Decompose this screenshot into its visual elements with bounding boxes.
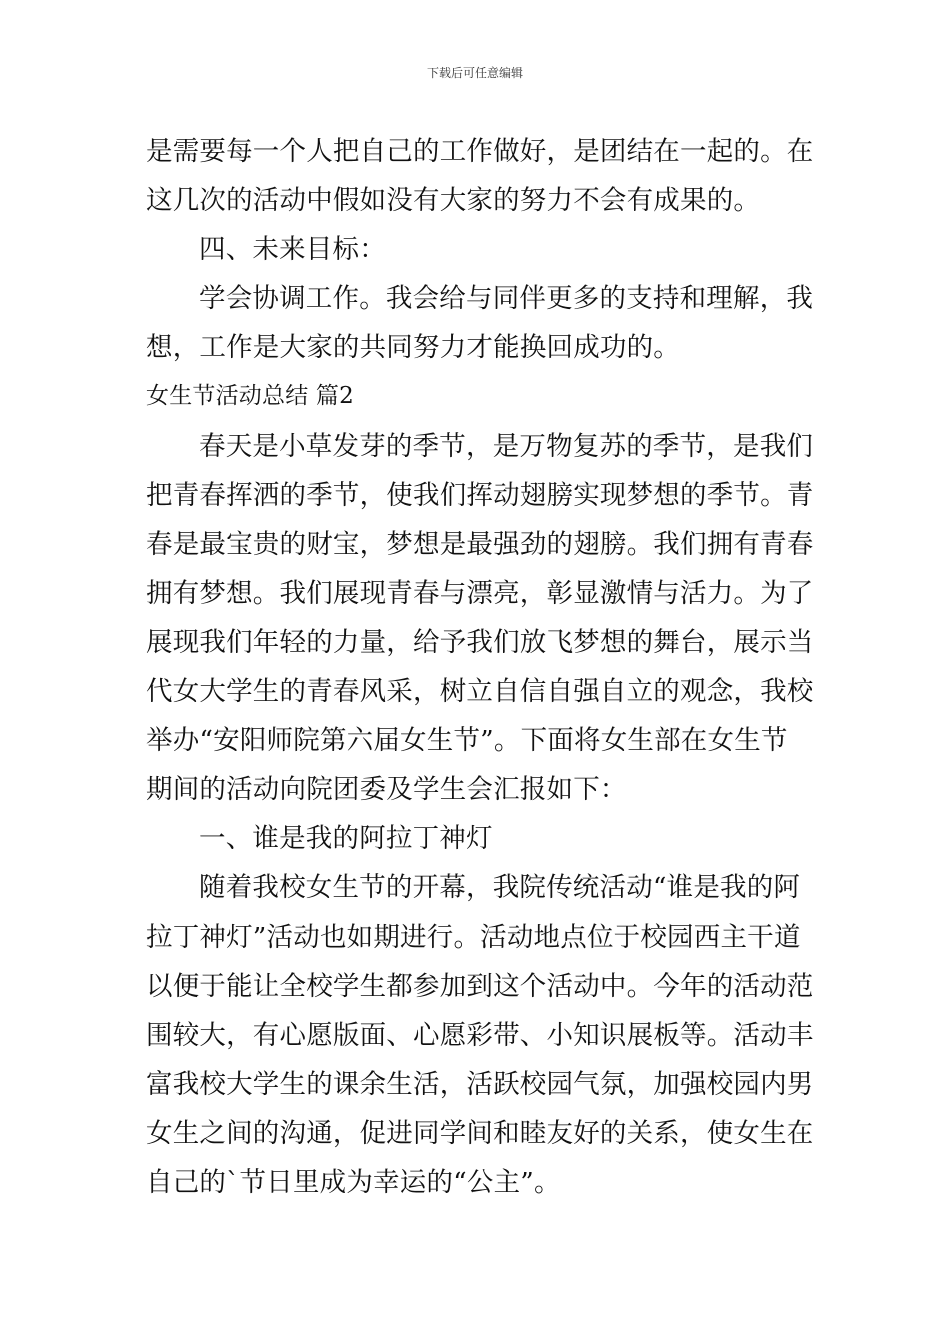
- section-heading: 四、未来目标：: [199, 234, 386, 266]
- paragraph-line: 富我校大学生的课余生活，活跃校园气氛，加强校园内男: [146, 1068, 814, 1100]
- paragraph-line: 女生之间的沟通，促进同学间和睦友好的关系，使女生在: [146, 1117, 814, 1149]
- paragraph-line: 展现我们年轻的力量，给予我们放飞梦想的舞台，展示当: [146, 626, 814, 658]
- paragraph-line: 想，工作是大家的共同努力才能换回成功的。: [146, 332, 680, 364]
- paragraph-line: 以便于能让全校学生都参加到这个活动中。今年的活动范: [146, 970, 814, 1002]
- paragraph-line: 这几次的活动中假如没有大家的努力不会有成果的。: [146, 185, 761, 217]
- paragraph-line: 拥有梦想。我们展现青春与漂亮，彰显激情与活力。为了: [146, 577, 814, 609]
- paragraph-line: 举办“安阳师院第六届女生节”。下面将女生部在女生节: [146, 725, 788, 757]
- paragraph-line: 春是最宝贵的财宝，梦想是最强劲的翅膀。我们拥有青春: [146, 528, 814, 560]
- paragraph-line: 期间的活动向院团委及学生会汇报如下：: [146, 774, 627, 806]
- paragraph-line: 随着我校女生节的开幕，我院传统活动“谁是我的阿: [199, 872, 801, 904]
- paragraph-line: 自己的`节日里成为幸运的“公主”。: [146, 1166, 561, 1198]
- document-body: [146, 127, 814, 1207]
- paragraph-line: 把青春挥洒的季节，使我们挥动翅膀实现梦想的季节。青: [146, 479, 814, 511]
- paragraph-line: 围较大，有心愿版面、心愿彩带、小知识展板等。活动丰: [146, 1019, 814, 1051]
- section-heading: 一、谁是我的阿拉丁神灯: [199, 823, 493, 855]
- paragraph-line: 春天是小草发芽的季节，是万物复苏的季节，是我们: [199, 430, 814, 462]
- paragraph-line: 是需要每一个人把自己的工作做好，是团结在一起的。在: [146, 136, 814, 167]
- page-header: 下载后可任意编辑: [426, 66, 523, 80]
- paragraph-line: 拉丁神灯”活动也如期进行。活动地点位于校园西主干道: [146, 921, 801, 953]
- paragraph-line: 学会协调工作。我会给与同伴更多的支持和理解，我: [199, 283, 814, 315]
- article-title: 女生节活动总结 篇2: [146, 383, 354, 410]
- paragraph-line: 代女大学生的青春风采，树立自信自强自立的观念，我校: [146, 676, 814, 708]
